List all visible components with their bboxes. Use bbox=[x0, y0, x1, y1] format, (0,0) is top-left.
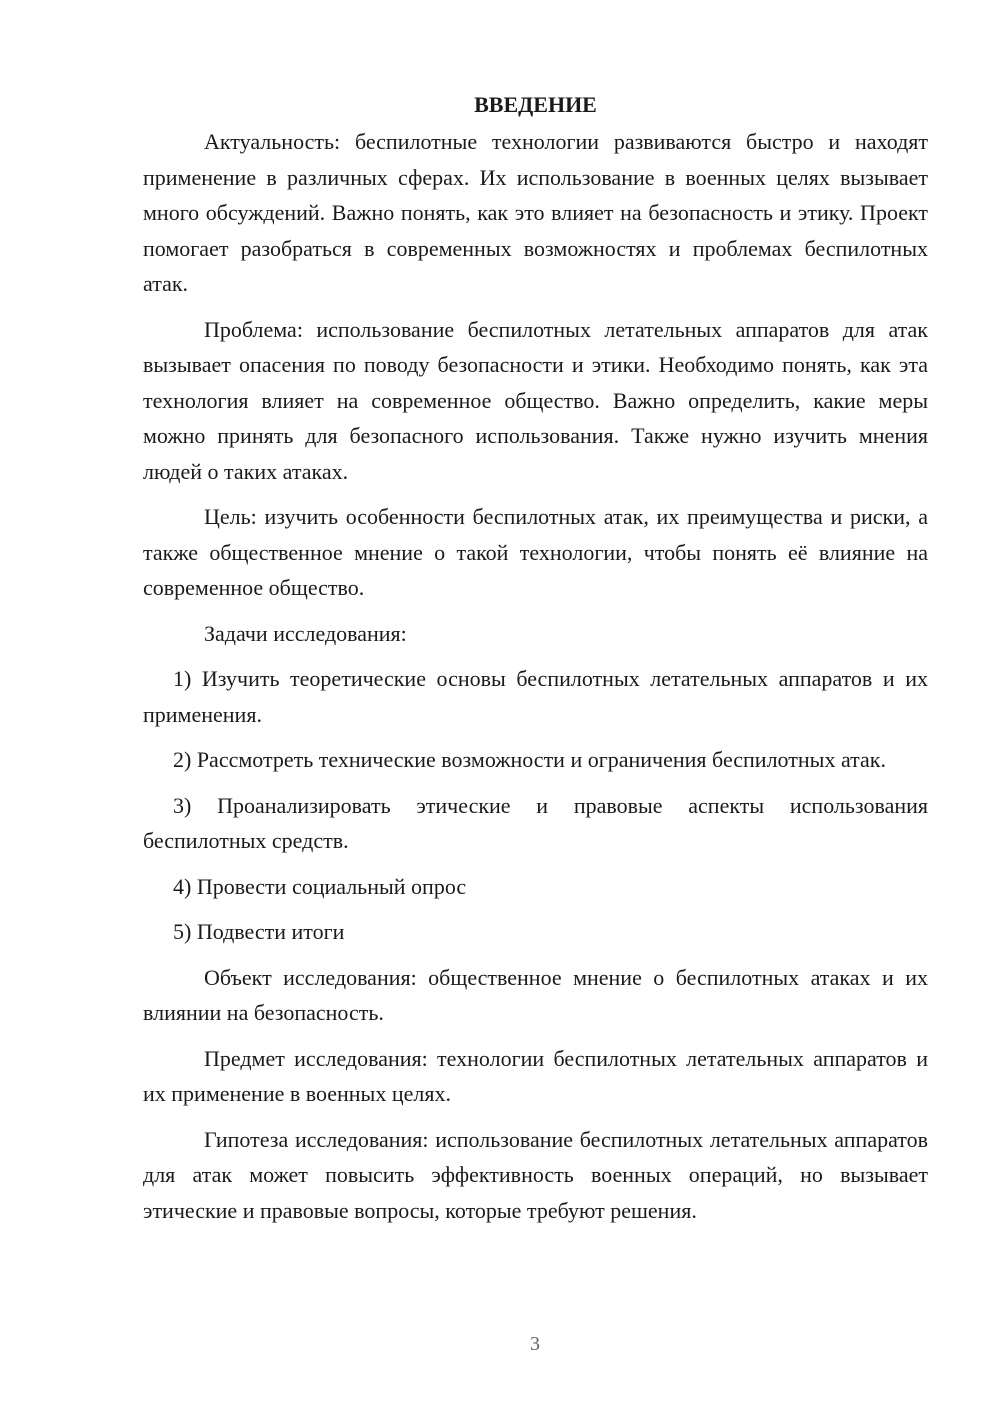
task-item-2: 2) Рассмотреть технические возможности и ограничения беспилотных атак. bbox=[173, 747, 886, 772]
object-paragraph: Объект исследования: общественное мнение о беспилотных атаках и их влиянии на безопасность. bbox=[143, 964, 928, 1025]
subject-paragraph: Предмет исследования: технологии беспилотных летательных аппаратов и их применение в военных целях. bbox=[143, 1045, 928, 1106]
task-item-5: 5) Подвести итоги bbox=[173, 919, 345, 944]
task-item-4: 4) Провести социальный опрос bbox=[173, 873, 467, 899]
page-number: 3 bbox=[530, 1333, 540, 1355]
page-title: ВВЕДЕНИЕ bbox=[474, 92, 597, 117]
task-item-3: 3) Проанализировать этические и правовые аспекты использования беспилотных средств. bbox=[143, 792, 928, 853]
problem-paragraph: Проблема: использование беспилотных летательных аппаратов для атак вызывает опасения по поводу безопасности и этики. Необходимо понять, как эта технология влияет на современное общество. Важно определить, какие меры можно принять для безопасного использования. Также нужно изучить мнения людей о таких атаках. bbox=[143, 316, 928, 484]
hypothesis-paragraph: Гипотеза исследования: использование беспилотных летательных аппаратов для атак может повысить эффективность военных операций, но вызывает этические и правовые вопросы, которые требуют решения. bbox=[143, 1126, 928, 1223]
document-page bbox=[143, 90, 928, 1238]
relevance-paragraph: Актуальность: беспилотные технологии развиваются быстро и находят применение в различных сферах. Их использование в военных целях вызывает много обсуждений. Важно понять, как это влияет на безопасность и этику. Проект помогает разобраться в современных возможностях и проблемах беспилотных атак. bbox=[143, 129, 928, 296]
goal-paragraph: Цель: изучить особенности беспилотных атак, их преимущества и риски, а также общественное мнение о такой технологии, чтобы понять её влияние на современное общество. bbox=[143, 504, 928, 600]
tasks-title: Задачи исследования: bbox=[204, 620, 407, 646]
task-item-1: 1) Изучить теоретические основы беспилотных летательных аппаратов и их применения. bbox=[143, 666, 928, 727]
